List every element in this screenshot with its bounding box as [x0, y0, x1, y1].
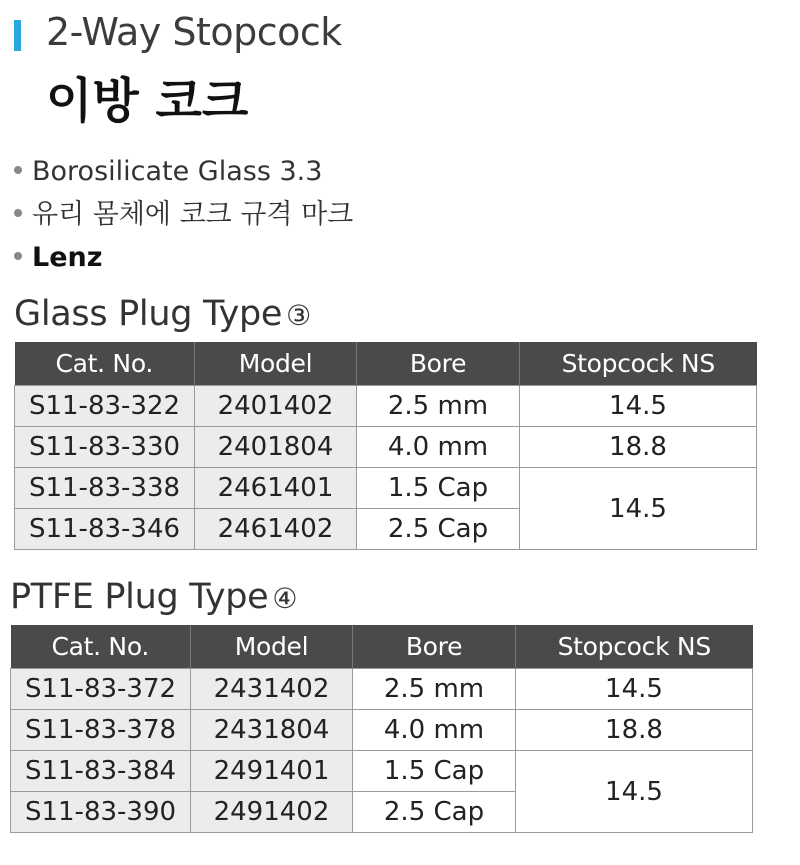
bullet-icon — [14, 166, 22, 174]
cat-no-cell: S11-83-338 — [15, 468, 195, 509]
model-cell: 2401804 — [195, 427, 357, 468]
model-cell: 2431804 — [191, 710, 353, 751]
table-header-row — [15, 342, 757, 386]
model-cell: 2461401 — [195, 468, 357, 509]
cat-no-cell: S11-83-384 — [11, 751, 191, 792]
bullet-icon — [14, 252, 22, 260]
stopcock-ns-cell: 14.5 — [516, 669, 753, 710]
table-row — [15, 386, 757, 427]
column-header-cat-no: Cat. No. — [11, 625, 191, 669]
bore-cell: 2.5 Cap — [357, 509, 520, 550]
model-cell: 2431402 — [191, 669, 353, 710]
bore-cell: 1.5 Cap — [357, 468, 520, 509]
column-header-stopcock-ns: Stopcock NS — [516, 625, 753, 669]
bullet-icon — [14, 209, 22, 217]
circled-number: ③ — [286, 299, 311, 332]
feature-item: 유리 몸체에 코크 규격 마크 — [14, 193, 353, 236]
cat-no-cell: S11-83-330 — [15, 427, 195, 468]
stopcock-ns-cell: 14.5 — [520, 386, 757, 427]
title-accent-bar — [14, 20, 21, 51]
model-cell: 2491402 — [191, 792, 353, 833]
cat-no-cell: S11-83-322 — [15, 386, 195, 427]
model-cell: 2401402 — [195, 386, 357, 427]
stopcock-ns-cell: 18.8 — [520, 427, 757, 468]
column-header-bore: Bore — [357, 342, 520, 386]
ptfe-plug-table — [10, 625, 753, 833]
model-cell: 2491401 — [191, 751, 353, 792]
table-row — [11, 710, 753, 751]
column-header-cat-no: Cat. No. — [15, 342, 195, 386]
feature-item: Borosilicate Glass 3.3 — [14, 150, 353, 193]
bore-cell: 2.5 mm — [357, 386, 520, 427]
section-title-glass-plug: Glass Plug Type ③ — [14, 294, 311, 334]
cat-no-cell: S11-83-390 — [11, 792, 191, 833]
stopcock-ns-cell: 18.8 — [516, 710, 753, 751]
table-row — [15, 427, 757, 468]
stopcock-ns-cell-merged: 14.5 — [520, 468, 757, 550]
bore-cell: 2.5 mm — [353, 669, 516, 710]
table-header-row — [11, 625, 753, 669]
column-header-stopcock-ns: Stopcock NS — [520, 342, 757, 386]
feature-item-brand: Lenz — [14, 236, 353, 279]
column-header-model: Model — [195, 342, 357, 386]
bore-cell: 1.5 Cap — [353, 751, 516, 792]
glass-plug-table — [14, 342, 757, 550]
table-row — [11, 669, 753, 710]
model-cell: 2461402 — [195, 509, 357, 550]
bore-cell: 4.0 mm — [353, 710, 516, 751]
circled-number: ④ — [272, 582, 298, 615]
stopcock-ns-cell-merged: 14.5 — [516, 751, 753, 833]
table-row — [15, 468, 757, 509]
page-title-english: 2-Way Stopcock — [46, 10, 342, 54]
column-header-model: Model — [191, 625, 353, 669]
column-header-bore: Bore — [353, 625, 516, 669]
bore-cell: 2.5 Cap — [353, 792, 516, 833]
table-row — [11, 751, 753, 792]
cat-no-cell: S11-83-346 — [15, 509, 195, 550]
cat-no-cell: S11-83-372 — [11, 669, 191, 710]
bore-cell: 4.0 mm — [357, 427, 520, 468]
section-title-ptfe-plug: PTFE Plug Type ④ — [10, 577, 298, 617]
cat-no-cell: S11-83-378 — [11, 710, 191, 751]
page-title-korean: 이방 코크 — [46, 73, 249, 129]
feature-list — [14, 150, 353, 279]
